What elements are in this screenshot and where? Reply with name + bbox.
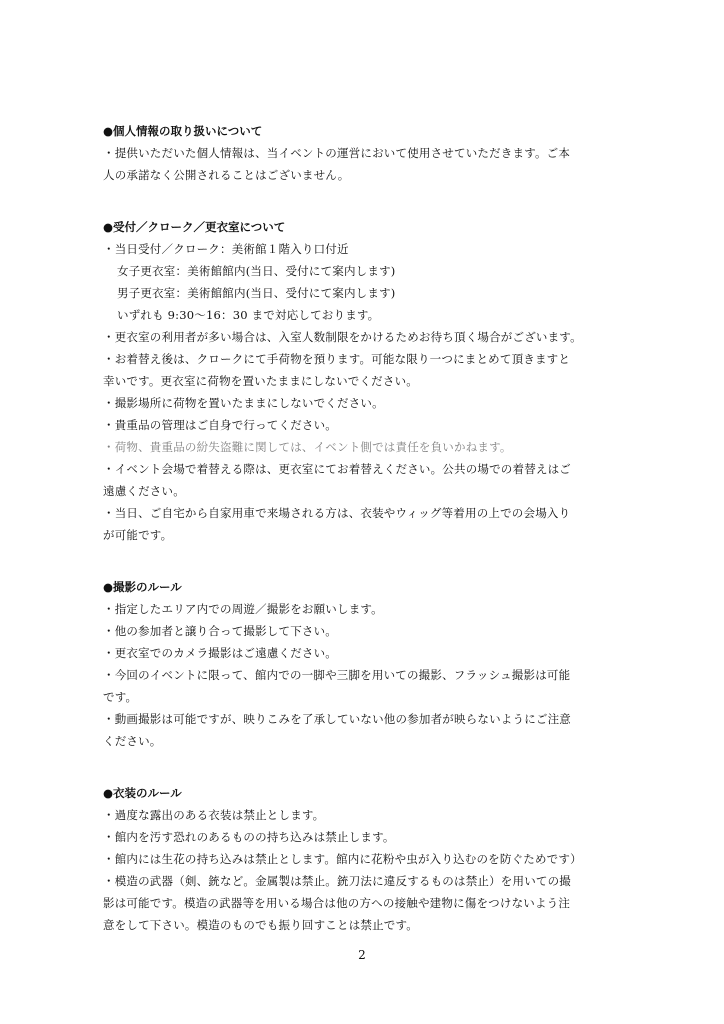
body-line: ・撮影場所に荷物を置いたままにしないでください。 [103,396,384,410]
section-heading: ●衣装のルール [103,786,182,800]
body-line: いずれも 9:30〜16：30 まで対応しております。 [117,308,380,322]
body-line: ・当日、ご自宅から自家用車で来場される方は、衣装やウィッグ等着用の上での会場入り [103,506,571,520]
body-line: ・貴重品の管理はご自身で行ってください。 [103,418,337,432]
body-line: ・更衣室の利用者が多い場合は、入室人数制限をかけるためお待ち頂く場合がございます。 [103,330,582,344]
body-line: ・館内には生花の持ち込みは禁止とします。館内に花粉や虫が入り込むのを防ぐためです） [103,852,582,866]
section-costume [103,782,628,936]
body-line: ・模造の武器（剣、銃など。金属製は禁止。銃刀法に違反するものは禁止）を用いての撮 [103,874,571,888]
section-gap [103,200,628,216]
page-content [103,120,628,950]
body-line: ・更衣室でのカメラ撮影はご遠慮ください。 [103,646,337,660]
body-line: ・今回のイベントに限って、館内での一脚や三脚を用いての撮影、フラッシュ撮影は可能 [103,668,571,682]
body-line: が可能です。 [103,528,173,542]
section-heading: ●個人情報の取り扱いについて [103,124,263,138]
body-line: ・提供いただいた個人情報は、当イベントの運営において使用させていただきます。ご本 [103,146,571,160]
section-heading: ●撮影のルール [103,580,182,594]
body-line: ・イベント会場で着替える際は、更衣室にてお着替えください。公共の場での着替えはご [103,462,571,476]
body-line: 女子更衣室：美術館館内(当日、受付にて案内します) [117,264,396,278]
body-line: です。 [103,690,138,704]
body-line: ・当日受付／クローク：美術館１階入り口付近 [103,242,349,256]
body-line: ・過度な露出のある衣装は禁止とします。 [103,808,325,822]
section-photography [103,576,628,752]
body-line: ・動画撮影は可能ですが、映りこみを了承していない他の参加者が映らないようにご注意 [103,712,571,726]
body-line: 男子更衣室：美術館館内(当日、受付にて案内します) [117,286,396,300]
body-line-muted: ・荷物、貴重品の紛失盗難に関しては、イベント側では責任を負いかねます。 [103,440,512,454]
body-line: 遠慮ください。 [103,484,185,498]
body-line: ください。 [103,734,162,748]
page-number: 2 [358,948,366,962]
section-gap [103,560,628,576]
body-line: 意をして下さい。模造のものでも振り回すことは禁止です。 [103,918,418,932]
body-line: ・館内を汚す恐れのあるものの持ち込みは禁止します。 [103,830,395,844]
body-line: ・他の参加者と譲り合って撮影して下さい。 [103,624,337,638]
section-gap [103,766,628,782]
body-line: ・指定したエリア内での周遊／撮影をお願いします。 [103,602,383,616]
body-line: 影は可能です。模造の武器等を用いる場合は他の方への接触や建物に傷をつけないよう注 [103,896,571,910]
section-reception [103,216,628,546]
body-line: ・お着替え後は、クロークにて手荷物を預ります。可能な限り一つにまとめて頂きますと [103,352,571,366]
body-line: 人の承諾なく公開されることはございません。 [103,168,350,182]
body-line: 幸いです。更衣室に荷物を置いたままにしないでください。 [103,374,418,388]
section-heading: ●受付／クローク／更衣室について [103,220,286,234]
section-privacy [103,120,628,186]
